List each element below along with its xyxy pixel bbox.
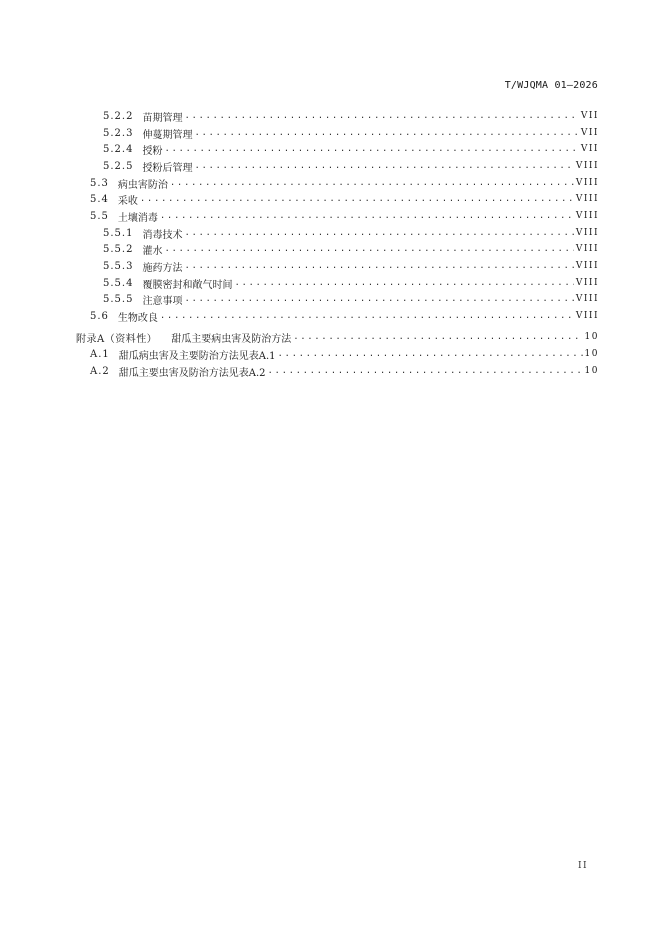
toc-entry-number: 5.5.4 (103, 277, 134, 289)
toc-entry-page: VIII (575, 294, 599, 304)
toc-entry[interactable] (90, 363, 599, 379)
toc-entry-number: 5.2.4 (103, 143, 134, 155)
toc-entry-number: 附录A（资料性） (76, 333, 158, 345)
toc-entry-number: 5.2.3 (103, 127, 134, 139)
dot-leader (234, 278, 573, 288)
toc-entry-number: A.1 (90, 348, 110, 360)
toc-entry[interactable] (90, 346, 599, 362)
toc-entry[interactable] (103, 125, 599, 141)
toc-entry-title: 注意事项 (142, 295, 183, 307)
toc-entry-page: VIII (575, 228, 599, 238)
toc-entry-number: 5.3 (90, 177, 109, 189)
toc-entry-title: 施药方法 (142, 262, 183, 274)
toc-entry-page: VII (580, 144, 599, 154)
toc-entry-title: 甜瓜主要病虫害及防治方法 (171, 333, 292, 345)
toc-entry-number: 5.5.1 (103, 227, 134, 239)
toc-entry-appendix[interactable] (76, 329, 599, 345)
toc-entry-title: 苗期管理 (142, 112, 183, 124)
toc-entry-number: 5.2.2 (103, 110, 134, 122)
toc-entry[interactable] (90, 175, 599, 191)
dot-leader (184, 111, 578, 121)
toc-entry-number: 5.5.2 (103, 243, 134, 255)
toc-entry-title: 土壤消毒 (117, 212, 158, 224)
toc-entry-page: VIII (575, 261, 599, 271)
toc-entry[interactable] (90, 191, 599, 207)
toc-entry-number: 5.2.5 (103, 160, 134, 172)
toc-entry[interactable] (103, 291, 599, 307)
dot-leader (194, 161, 573, 171)
dot-leader (278, 349, 583, 359)
toc-entry-title: 生物改良 (117, 312, 158, 324)
toc-entry[interactable] (103, 158, 599, 174)
toc-entry-title: 消毒技术 (142, 229, 183, 241)
toc-entry-title: 甜瓜病虫害及主要防治方法见表A.1 (118, 350, 276, 362)
toc-entry-page: VIII (575, 211, 599, 221)
toc-entry-title: 授粉后管理 (142, 162, 193, 174)
toc-entry-page: VII (580, 111, 599, 121)
toc-entry-page: VIII (575, 178, 599, 188)
toc-entry-number: 5.5 (90, 210, 109, 222)
toc-entry[interactable] (90, 308, 599, 324)
dot-leader (140, 194, 574, 204)
toc-entry-page: VII (580, 128, 599, 138)
toc-entry-page: VIII (575, 278, 599, 288)
toc-entry[interactable] (103, 108, 599, 124)
toc-entry-page: VIII (575, 194, 599, 204)
dot-leader (184, 228, 573, 238)
toc-entry-number: 5.4 (90, 193, 109, 205)
toc-entry[interactable] (103, 225, 599, 241)
toc-entry-page: 10 (584, 349, 599, 359)
toc-entry-title: 病虫害防治 (117, 179, 168, 191)
toc-entry-page: VIII (575, 244, 599, 254)
document-id-header: T/WJQMA 01—2026 (504, 80, 598, 91)
dot-leader (164, 244, 573, 254)
toc-entry-page: 10 (584, 366, 599, 376)
toc-entry-title: 授粉 (142, 145, 163, 157)
toc-entry[interactable] (103, 258, 599, 274)
toc-entry-title: 覆膜密封和敞气时间 (142, 279, 233, 291)
toc-entry-title: 甜瓜主要虫害及防治方法见表A.2 (118, 367, 266, 379)
toc-entry[interactable] (90, 208, 599, 224)
dot-leader (268, 366, 583, 376)
dot-leader (164, 144, 578, 154)
toc-entry-page: VIII (575, 311, 599, 321)
toc-entry-number: 5.5.3 (103, 260, 134, 272)
toc-entry-number: A.2 (90, 365, 110, 377)
dot-leader (184, 294, 573, 304)
toc-entry-page: 10 (584, 332, 599, 342)
toc-entry[interactable] (103, 275, 599, 291)
dot-leader (184, 261, 573, 271)
dot-leader (194, 128, 578, 138)
toc-entry-title: 灌水 (142, 245, 163, 257)
dot-leader (160, 311, 574, 321)
toc-entry[interactable] (103, 141, 599, 157)
dot-leader (160, 211, 574, 221)
dot-leader (170, 178, 574, 188)
toc-entry-number: 5.5.5 (103, 293, 134, 305)
toc-entry[interactable] (103, 241, 599, 257)
toc-entry-title: 采收 (117, 195, 138, 207)
toc-entry-number: 5.6 (90, 310, 109, 322)
toc-entry-title: 伸蔓期管理 (142, 129, 193, 141)
page-number: II (578, 861, 589, 871)
toc-entry-page: VIII (575, 161, 599, 171)
dot-leader (293, 332, 582, 342)
